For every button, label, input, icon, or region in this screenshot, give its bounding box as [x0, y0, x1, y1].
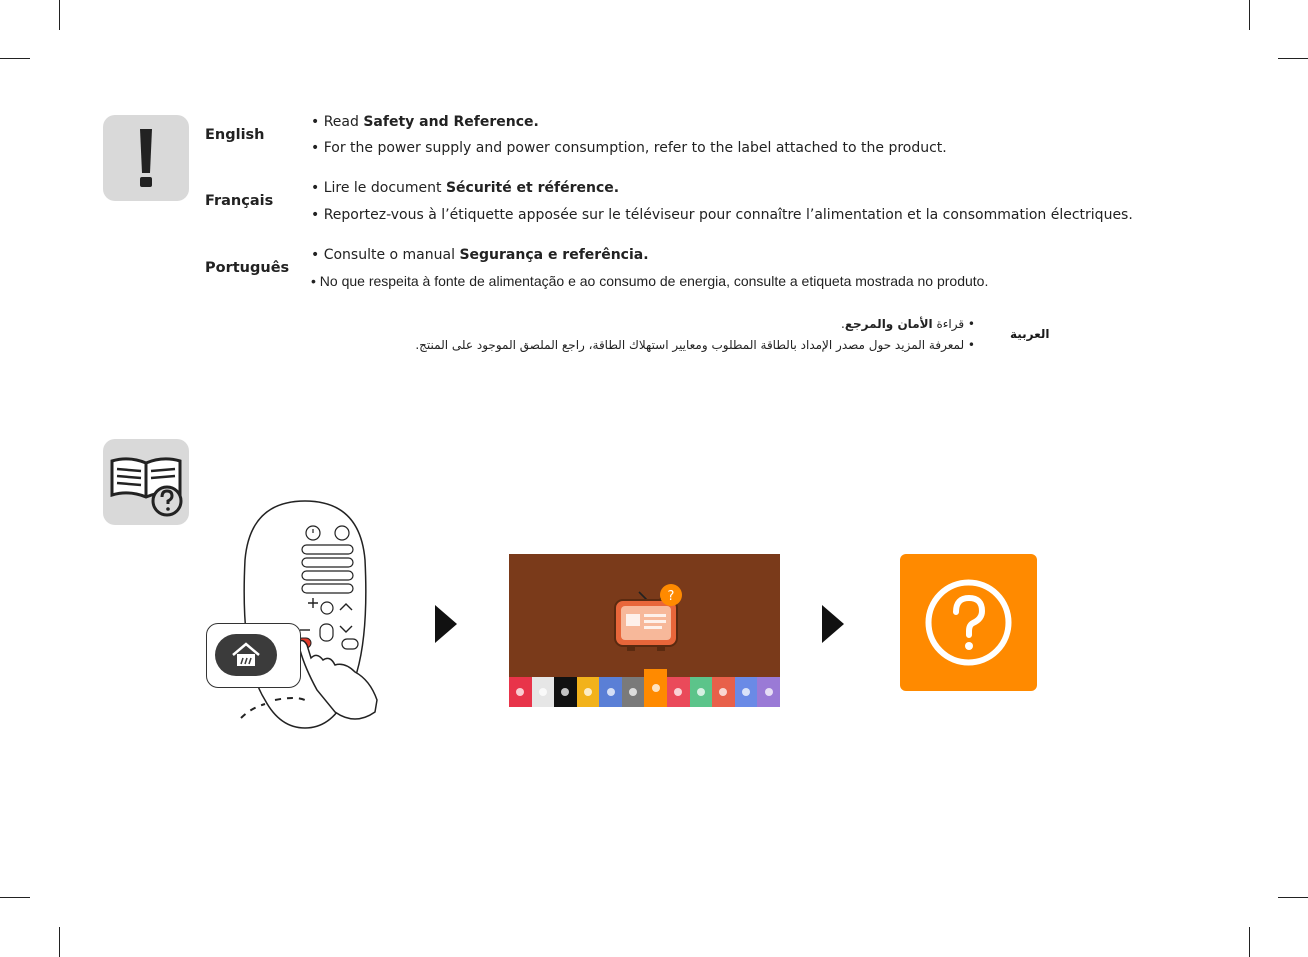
launcher-tile-9[interactable] [690, 677, 713, 707]
lang-francais: Français [205, 193, 274, 209]
crop-mark [0, 897, 30, 898]
warning-icon-box [103, 115, 189, 201]
remote-illustration [205, 500, 385, 732]
francais-line-1: • Lire le document Sécurité et référence. [311, 180, 620, 196]
crop-mark [1278, 897, 1308, 898]
question-icon [900, 554, 1037, 691]
exclamation-icon [103, 115, 189, 201]
portugues-line-1: • Consulte o manual Segurança e referência. [311, 247, 649, 263]
portugues-line-2: • No que respeita à fonte de alimentação e ao consumo de energia, consulte a etiqueta mostrada no produto. [311, 273, 989, 289]
next-arrow-icon [434, 604, 458, 644]
english-line-2: • For the power supply and power consumption, refer to the label attached to the product. [311, 140, 947, 156]
tv-help-icon [609, 578, 699, 656]
home-icon [231, 641, 261, 669]
manual-help-icon [103, 439, 189, 525]
english-line-1: • Read Safety and Reference. [311, 114, 539, 130]
launcher-tile-1[interactable] [509, 677, 532, 707]
crop-mark [59, 0, 60, 30]
lang-english: English [205, 127, 265, 143]
launcher-tile-10[interactable] [712, 677, 735, 707]
arabic-line-2: • لمعرفة المزيد حول مصدر الإمداد بالطاقة المطلوب ومعايير استهلاك الطاقة، راجع الملصق الموجود على المنتج. [415, 338, 975, 352]
crop-mark [1249, 927, 1250, 957]
launcher-tile-6[interactable] [622, 677, 645, 707]
svg-text:?: ? [667, 589, 675, 604]
lang-portugues: Português [205, 260, 290, 276]
manual-icon-box [103, 439, 189, 525]
crop-mark [1278, 58, 1308, 59]
crop-mark [1249, 0, 1250, 30]
launcher-tile-11[interactable] [735, 677, 758, 707]
next-arrow-icon [821, 604, 845, 644]
launcher-tile-5[interactable] [599, 677, 622, 707]
arabic-line-1: • قراءة الأمان والمرجع. [841, 317, 975, 331]
launcher-tile-7[interactable] [644, 669, 667, 707]
tv-screen [509, 554, 780, 707]
crop-mark [0, 58, 30, 59]
launcher-tile-2[interactable] [532, 677, 555, 707]
launcher-tile-12[interactable] [757, 677, 780, 707]
launcher-tile-4[interactable] [577, 677, 600, 707]
home-button-callout [206, 623, 301, 688]
francais-line-2: • Reportez-vous à l’étiquette apposée sur le téléviseur pour connaître l’alimentation et la consommation électriques. [311, 207, 1133, 223]
launcher-tile-3[interactable] [554, 677, 577, 707]
launcher-bar [509, 677, 780, 707]
launcher-tile-8[interactable] [667, 677, 690, 707]
home-button[interactable] [215, 634, 277, 676]
crop-mark [59, 927, 60, 957]
help-app-icon[interactable] [900, 554, 1037, 691]
lang-arabic: العربية [1010, 327, 1050, 341]
